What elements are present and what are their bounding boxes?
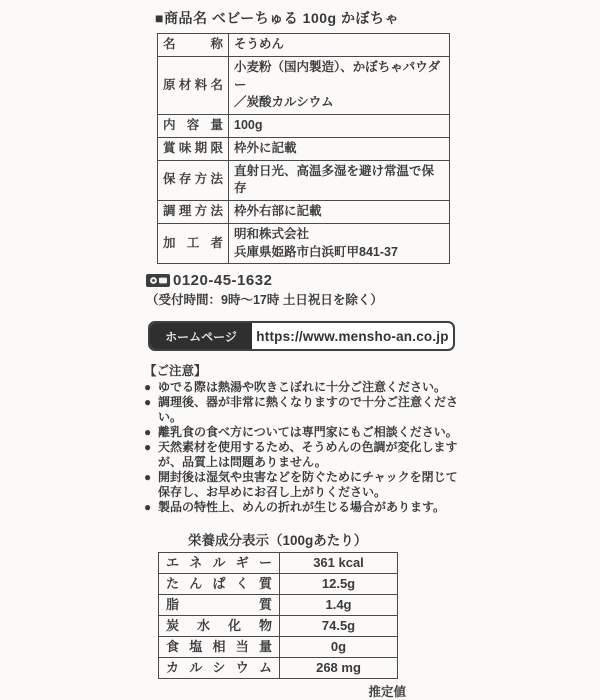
row-value — [229, 223, 450, 264]
freedial-icon — [146, 273, 170, 288]
row-value: そうめん — [229, 34, 450, 57]
notice-item — [144, 470, 462, 500]
notice-section — [144, 364, 462, 515]
notice-text: 開封後は湿気や虫害などを防ぐためにチャックを閉じて保存し、お早めにお召し上がりください。 — [158, 470, 458, 500]
row-value: 74.5g — [280, 616, 398, 637]
table-row — [158, 201, 450, 224]
row-label: 名称 — [158, 34, 229, 57]
row-label: エネルギー — [159, 553, 280, 574]
notice-text: 調理後、器が非常に熱くなりますので十分ご注意ください。 — [158, 395, 459, 425]
table-row — [159, 574, 398, 595]
notice-text: ゆでる際は熱湯や吹きこぼれに十分ご注意ください。 — [158, 380, 447, 395]
product-label — [144, 8, 462, 700]
notice-item — [144, 395, 462, 425]
nutrition-table — [158, 552, 398, 679]
row-label: 原材料名 — [158, 56, 229, 114]
table-row — [158, 160, 450, 201]
table-row — [159, 658, 398, 679]
bullet-icon: ● — [144, 440, 152, 455]
row-label: 加工者 — [158, 223, 229, 264]
bullet-icon: ● — [144, 470, 152, 485]
homepage-label: ホームページ — [150, 323, 252, 349]
row-value: 直射日光、高温多湿を避け常温で保存 — [229, 160, 450, 201]
table-row — [158, 34, 450, 57]
notice-item — [144, 440, 462, 470]
homepage-box — [148, 321, 455, 351]
ingredients-line-2: ／炭酸カルシウム — [234, 95, 334, 110]
processor-name: 明和株式会社 — [234, 226, 310, 241]
notice-item — [144, 380, 462, 395]
bullet-icon: ● — [144, 395, 152, 410]
phone-row — [146, 272, 462, 289]
table-row — [158, 137, 450, 160]
row-label: 調理方法 — [158, 201, 229, 224]
row-value: 1.4g — [280, 595, 398, 616]
homepage-url: https://www.mensho-an.co.jp — [256, 328, 449, 344]
notice-heading: 【ご注意】 — [144, 364, 207, 379]
bullet-icon: ● — [144, 425, 152, 440]
row-label: 保存方法 — [158, 160, 229, 201]
row-label: カルシウム — [159, 658, 280, 679]
phone-number: 0120-45-1632 — [173, 272, 273, 290]
notice-text: 離乳食の食べ方については専門家にもご相談ください。 — [158, 425, 458, 440]
table-row — [159, 553, 398, 574]
notice-text: 天然素材を使用するため、そうめんの色調が変化しますが、品質上は問題ありません。 — [158, 440, 458, 470]
nutrition-section — [144, 529, 462, 700]
nutrition-title: 栄養成分表示（100gあたり） — [188, 533, 368, 549]
row-label: 食塩相当量 — [159, 637, 280, 658]
product-info-table — [157, 33, 450, 264]
notice-text: 製品の特性上、めんの折れが生じる場合があります。 — [158, 500, 446, 515]
notice-item — [144, 500, 462, 515]
row-label: 内容量 — [158, 115, 229, 138]
bullet-icon: ● — [144, 380, 152, 395]
notice-item — [144, 425, 462, 440]
page-title: ■商品名 ベビーちゅる 100g かぼちゃ — [155, 10, 399, 26]
row-label: たんぱく質 — [159, 574, 280, 595]
row-label: 脂質 — [159, 595, 280, 616]
phone-hours: （受付時間：9時～17時 土日祝日を除く） — [146, 293, 383, 308]
table-row — [159, 595, 398, 616]
table-row — [158, 56, 450, 114]
row-value: 100g — [229, 115, 450, 138]
bullet-icon: ● — [144, 500, 152, 515]
row-value: 枠外右部に記載 — [229, 201, 450, 224]
table-row — [158, 223, 450, 264]
processor-address: 兵庫県姫路市白浜町甲841-37 — [234, 244, 398, 259]
nutrition-footnote: 推定値 — [368, 685, 406, 700]
row-label: 炭水化物 — [159, 616, 280, 637]
row-value: 枠外に記載 — [229, 137, 450, 160]
table-row — [158, 115, 450, 138]
row-value: 12.5g — [280, 574, 398, 595]
row-value: 361 kcal — [280, 553, 398, 574]
table-row — [159, 637, 398, 658]
row-label: 賞味期限 — [158, 137, 229, 160]
row-value: 0g — [280, 637, 398, 658]
table-row — [159, 616, 398, 637]
row-value: 268 mg — [280, 658, 398, 679]
ingredients-line-1: 小麦粉（国内製造）、かぼちゃパウダー — [234, 59, 441, 92]
row-value — [229, 56, 450, 114]
